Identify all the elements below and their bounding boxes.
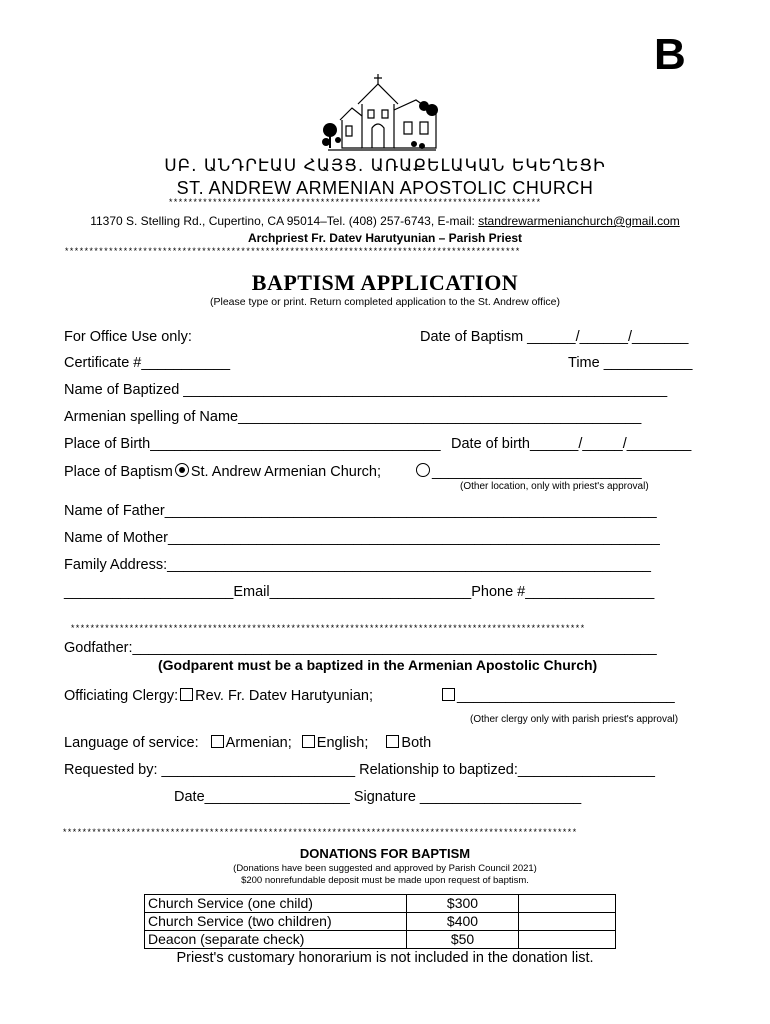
empty-cell	[519, 931, 616, 949]
family-address-field[interactable]: Family Address:____________________________________________________________	[64, 557, 651, 573]
empty-cell	[519, 913, 616, 931]
clergy-option-label: Rev. Fr. Datev Harutyunian;	[195, 688, 374, 704]
language-label: Language of service:	[64, 735, 199, 751]
officiating-clergy-label: Officiating Clergy:	[64, 688, 179, 704]
both-checkbox[interactable]	[386, 735, 399, 748]
amount-cell: $300	[407, 895, 519, 913]
other-clergy-note: (Other clergy only with parish priest's approval)	[470, 714, 679, 725]
donations-title: DONATIONS FOR BAPTISM	[299, 846, 471, 861]
armenian-checkbox[interactable]	[211, 735, 224, 748]
father-field[interactable]: Name of Father_____________________________________________________________	[64, 503, 657, 519]
english-label: English;	[316, 735, 369, 751]
page-title: BAPTISM APPLICATION	[251, 270, 519, 295]
requested-by-field[interactable]: Requested by: ________________________ Relationship to baptized:_________________	[64, 762, 655, 778]
email-phone-field[interactable]: _____________________Email_________________________Phone #________________	[64, 584, 655, 600]
divider-stars: *********************************************************************************************	[64, 247, 520, 257]
form-letter: B	[654, 30, 686, 79]
other-location-field[interactable]: __________________________	[432, 464, 642, 480]
armenian-spelling-field[interactable]: Armenian spelling of Name__________________________________________________	[64, 409, 642, 425]
church-logo	[318, 70, 446, 158]
name-baptized-field[interactable]: Name of Baptized ____________________________________________________________	[64, 382, 668, 398]
table-row	[145, 913, 616, 931]
divider-stars: ****************************************************************************	[168, 198, 541, 208]
date-of-birth-field[interactable]: Date of birth______/_____/________	[451, 436, 692, 452]
empty-cell	[519, 895, 616, 913]
language-row	[64, 735, 431, 751]
english-checkbox[interactable]	[302, 735, 315, 748]
other-clergy-checkbox[interactable]	[442, 688, 455, 701]
amount-cell: $50	[407, 931, 519, 949]
time-field[interactable]: Time ___________	[568, 355, 693, 371]
both-label: Both	[401, 735, 432, 751]
date-of-baptism-field[interactable]: Date of Baptism ______/______/_______	[420, 329, 689, 345]
date-signature-field[interactable]: Date__________________ Signature ____________________	[174, 789, 582, 805]
place-of-birth-field[interactable]: Place of Birth____________________________________	[64, 436, 441, 452]
other-location-row	[414, 463, 642, 480]
table-row	[145, 895, 616, 913]
clergy-checkbox[interactable]	[180, 688, 193, 701]
donations-table	[144, 894, 616, 949]
godparent-note: (Godparent must be a baptized in the Armenian Apostolic Church)	[158, 657, 598, 673]
page-subtitle: (Please type or print. Return completed application to the St. Andrew office)	[210, 296, 560, 308]
armenian-label: Armenian;	[225, 735, 292, 751]
armenian-church-name: ՍԲ. ԱՆԴՐԷԱՍ ՀԱՅՑ. ԱՌԱՔԵԼԱԿԱՆ ԵԿԵՂԵՑԻ	[164, 156, 606, 176]
officiating-clergy-row	[64, 688, 373, 704]
church-address	[0, 214, 770, 228]
amount-cell: $400	[407, 913, 519, 931]
service-cell: Deacon (separate check)	[145, 931, 407, 949]
other-clergy-field[interactable]: ___________________________	[457, 688, 675, 704]
other-clergy-row	[440, 688, 675, 704]
parish-priest: Archpriest Fr. Datev Harutyunian – Parish Priest	[247, 231, 523, 245]
place-of-baptism-label: Place of Baptism	[64, 464, 173, 480]
st-andrew-radio[interactable]	[175, 463, 189, 477]
place-of-baptism-row	[64, 463, 381, 480]
mother-field[interactable]: Name of Mother_____________________________________________________________	[64, 530, 660, 546]
certificate-field[interactable]: Certificate #___________	[64, 355, 231, 371]
godfather-field[interactable]: Godfather:_________________________________________________________________	[64, 640, 657, 656]
other-location-note: (Other location, only with priest's approval)	[460, 481, 649, 492]
honorarium-note: Priest's customary honorarium is not included in the donation list.	[176, 950, 594, 966]
email-link[interactable]: standrewarmenianchurch@gmail.com	[478, 214, 680, 228]
service-cell: Church Service (one child)	[145, 895, 407, 913]
divider-stars: *********************************************************************************************************	[62, 828, 577, 838]
office-use-label: For Office Use only:	[64, 329, 192, 345]
other-location-radio[interactable]	[416, 463, 430, 477]
service-cell: Church Service (two children)	[145, 913, 407, 931]
address-text: 11370 S. Stelling Rd., Cupertino, CA 95014–Tel. (408) 257-6743, E-mail:	[90, 214, 479, 228]
deposit-note: $200 nonrefundable deposit must be made upon request of baptism.	[241, 875, 529, 886]
donations-note: (Donations have been suggested and approved by Parish Council 2021)	[233, 863, 537, 874]
divider-stars: *********************************************************************************************************	[70, 624, 585, 634]
table-row	[145, 931, 616, 949]
st-andrew-option-label: St. Andrew Armenian Church;	[190, 464, 382, 480]
church-name: ST. ANDREW ARMENIAN APOSTOLIC CHURCH	[176, 178, 594, 198]
